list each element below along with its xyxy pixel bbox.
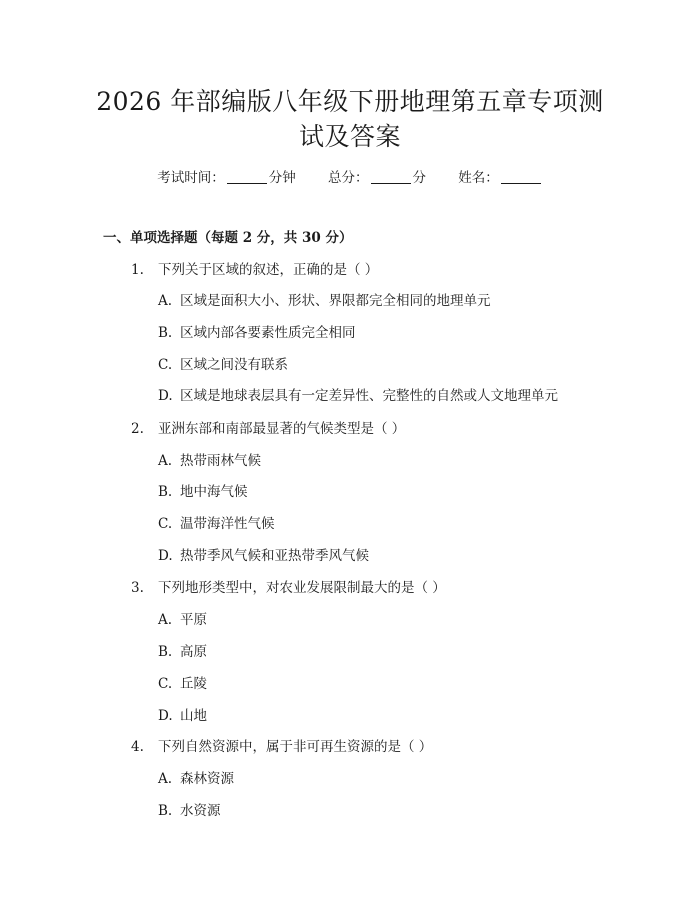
option-letter: A. (158, 771, 173, 787)
total-score-blank (371, 169, 411, 184)
student-name-blank (501, 169, 541, 184)
option-text: 地中海气候 (180, 484, 248, 500)
question-text: 下列关于区域的叙述，正确的是（ ） (158, 262, 379, 278)
question-text: 下列地形类型中，对农业发展限制最大的是（ ） (158, 580, 446, 596)
option-text: 水资源 (180, 803, 221, 819)
option-text: 区域是面积大小、形状、界限都完全相同的地理单元 (180, 293, 491, 309)
student-name-label: 姓名： (458, 170, 499, 186)
document-title-line-2: 试及答案 (298, 122, 401, 151)
total-score-label: 总分： (328, 170, 369, 186)
option-letter: A. (158, 612, 173, 628)
option-text: 温带海洋性气候 (180, 516, 275, 532)
option-letter: B. (158, 644, 173, 660)
total-score-field (328, 168, 426, 188)
document-title-line-1: 2026 年部编版八年级下册地理第五章专项测 (96, 87, 604, 116)
option-text: 山地 (180, 708, 207, 724)
exam-time-label: 考试时间： (157, 170, 225, 186)
option-letter: C. (158, 676, 173, 692)
option-letter: A. (158, 453, 173, 469)
exam-time-field (157, 168, 296, 188)
option-letter: D. (158, 708, 173, 724)
option-letter: B. (158, 484, 173, 500)
question-text: 亚洲东部和南部最显著的气候类型是（ ） (158, 421, 406, 437)
option-letter: B. (158, 325, 173, 341)
option-text: 区域是地球表层具有一定差异性、完整性的自然或人文地理单元 (180, 388, 558, 404)
section-heading: 一、单项选择题（每题 2 分，共 30 分） (103, 230, 353, 246)
question-number: 1. (131, 262, 144, 278)
option-text: 热带雨林气候 (180, 453, 261, 469)
option-text: 区域内部各要素性质完全相同 (180, 325, 356, 341)
total-score-unit: 分 (412, 170, 426, 186)
question-number: 4. (131, 739, 144, 755)
question-text: 下列自然资源中，属于非可再生资源的是（ ） (158, 739, 433, 755)
option-text: 高原 (180, 644, 207, 660)
option-letter: A. (158, 293, 173, 309)
option-text: 丘陵 (180, 676, 207, 692)
option-letter: C. (158, 516, 173, 532)
question-number: 3. (131, 580, 144, 596)
option-letter: D. (158, 388, 173, 404)
exam-time-unit: 分钟 (268, 170, 296, 186)
exam-time-blank (227, 169, 267, 184)
question-number: 2. (131, 421, 144, 437)
option-text: 平原 (180, 612, 207, 628)
option-text: 热带季风气候和亚热带季风气候 (180, 548, 369, 564)
option-letter: B. (158, 803, 173, 819)
option-letter: D. (158, 548, 173, 564)
exam-info-row (0, 168, 700, 188)
option-text: 区域之间没有联系 (180, 357, 288, 373)
student-name-field (458, 168, 543, 188)
option-letter: C. (158, 357, 173, 373)
option-text: 森林资源 (180, 771, 234, 787)
